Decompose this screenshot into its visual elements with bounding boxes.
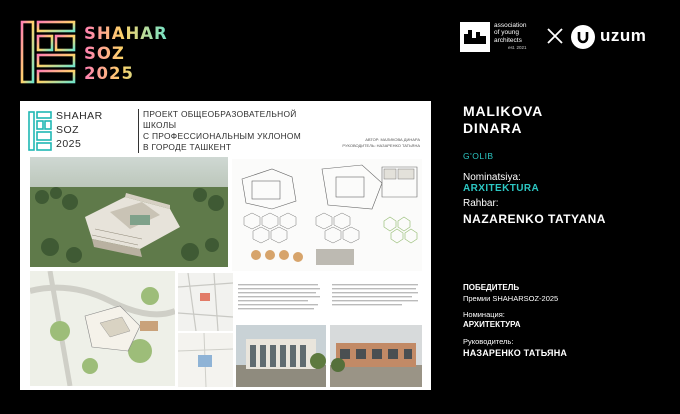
poster-author: АВТОР: МАЛИКОВА ДИНАРА [365, 137, 420, 142]
supervisor-label-ru: Руководитель: [463, 337, 514, 346]
status-ru: ПОБЕДИТЕЛЬ [463, 283, 520, 292]
uzum-logo [571, 24, 671, 50]
entrance-render-image [236, 325, 326, 387]
brand-line-2: SOZ [84, 44, 168, 64]
floor-plans-drawing [232, 159, 422, 271]
zoning-plan-image [178, 333, 233, 387]
ayaa-logo [460, 22, 540, 54]
uzum-mark-icon [571, 25, 595, 49]
explanatory-note-text [236, 281, 422, 321]
ayaa-line-3: architects [494, 36, 522, 44]
poster-logo-mark-icon [28, 111, 52, 151]
supervisor-ru: НАЗАРЕНКО ТАТЬЯНА [463, 348, 568, 358]
shaharsoz-mark-icon [20, 20, 76, 84]
poster-logo-line-3: 2025 [56, 138, 82, 150]
award-ru: Премии SHAHARSOZ-2025 [463, 294, 559, 303]
supervisor-uz: NAZARENKO TATYANA [463, 212, 606, 226]
poster-logo-text [56, 109, 103, 151]
brand-line-3: 2025 [84, 64, 168, 84]
poster-logo-line-1: SHAHAR [56, 110, 103, 122]
winner-last-name: DINARA [463, 120, 523, 136]
shaharsoz-logo [20, 20, 180, 84]
poster-logo [28, 109, 138, 157]
master-plan-drawing [30, 271, 175, 386]
nomination-label-ru: Номинация: [463, 310, 505, 319]
nomination-uz: ARXITEKTURA [463, 183, 540, 194]
ayaa-mark-icon [460, 22, 490, 52]
poster-title [138, 109, 308, 153]
ayaa-est: est. 2021 [508, 45, 527, 51]
situation-plan-image [178, 273, 233, 331]
poster-logo-line-2: SOZ [56, 124, 80, 136]
aerial-render-image [30, 157, 228, 267]
uzum-wordmark: uzum [600, 26, 647, 45]
poster-credits [320, 137, 420, 148]
poster-title-line-3: В ГОРОДЕ ТАШКЕНТ [143, 142, 232, 152]
ayaa-line-2: of young [494, 29, 519, 37]
nomination-label-uz: Nominatsiya: [463, 172, 521, 183]
supervisor-label-uz: Rahbar: [463, 198, 499, 209]
status-uz: G'OLIB [463, 151, 494, 161]
courtyard-render-image [330, 325, 422, 387]
poster-title-line-1: ПРОЕКТ ОБЩЕОБРАЗОВАТЕЛЬНОЙ ШКОЛЫ [143, 109, 297, 130]
ayaa-line-1: association [494, 22, 527, 29]
cross-icon [545, 26, 565, 46]
project-poster[interactable] [20, 101, 431, 390]
winner-name [463, 103, 543, 137]
brand-wordmark [84, 24, 168, 84]
poster-title-line-2: С ПРОФЕССИОНАЛЬНЫМ УКЛОНОМ [143, 131, 302, 141]
poster-supervisor: РУКОВОДИТЕЛЬ: НАЗАРЕНКО ТАТЬЯНА [342, 142, 420, 148]
brand-line-1: SHAHAR [84, 24, 168, 43]
winner-first-name: MALIKOVA [463, 103, 544, 119]
nomination-ru: АРХИТЕКТУРА [463, 320, 521, 329]
